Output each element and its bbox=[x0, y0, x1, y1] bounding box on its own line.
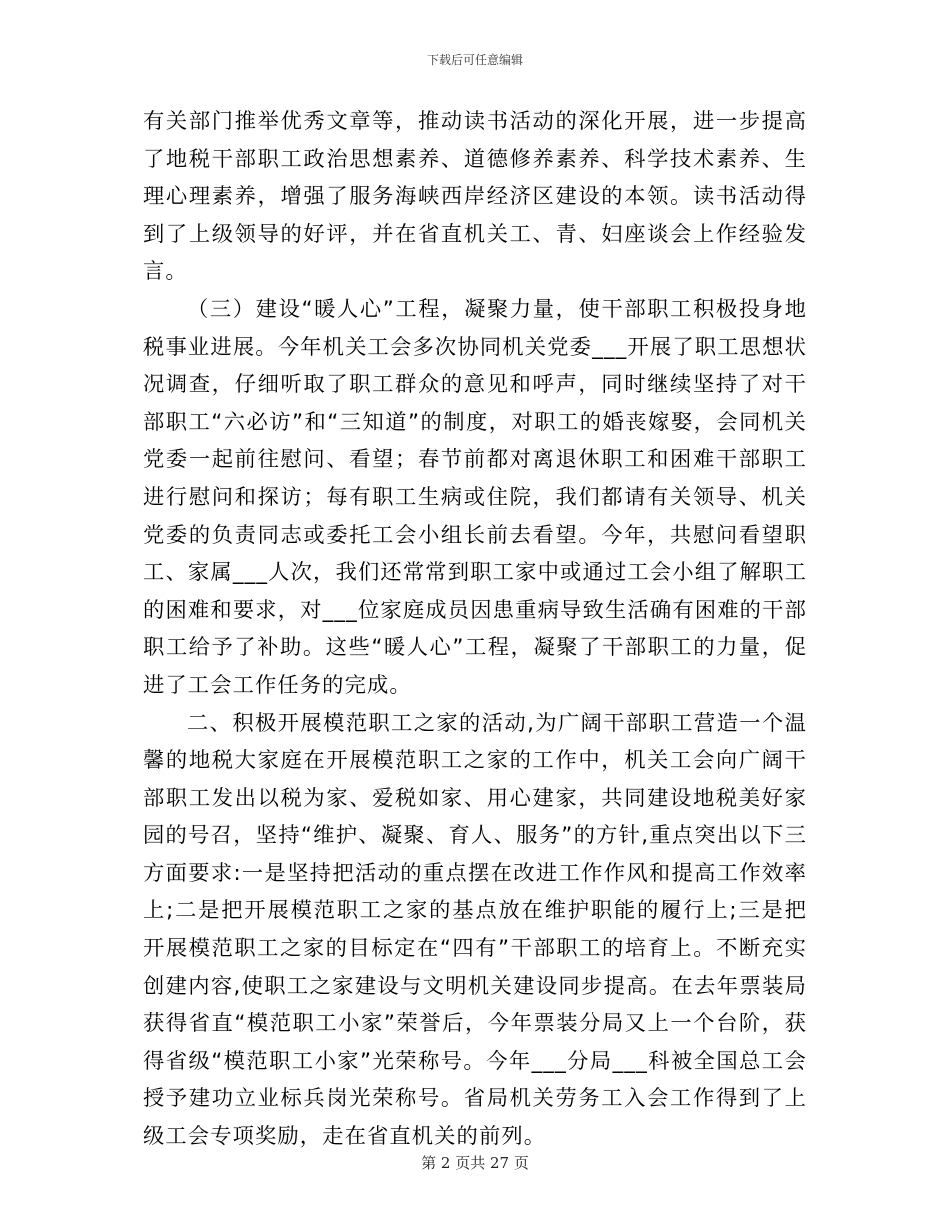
body-paragraph-2: （三）建设“暖人心”工程，凝聚力量，使干部职工积极投身地税事业进展。今年机关工会多次协同机关党委___开展了职工思想状况调查，仔细听取了职工群众的意见和呼声，同时继续坚持了对干部职工“六必访”和“三知道”的制度，对职工的婚丧嫁娶，会同机关党委一起前往慰问、看望；春节前都对离退休职工和困难干部职工进行慰问和探访；每有职工生病或住院，我们都请有关领导、机关党委的负责同志或委托工会小组长前去看望。今年，共慰问看望职工、家属___人次，我们还常常到职工家中或通过工会小组了解职工的困难和要求，对___位家庭成员因患重病导致生活确有困难的干部职工给予了补助。这些“暖人心”工程，凝聚了干部职工的力量，促进了工会工作任务的完成。 bbox=[143, 296, 807, 698]
body-paragraph-3: 二、积极开展模范职工之家的活动,为广阔干部职工营造一个温馨的地税大家庭在开展模范职工之家的工作中，机关工会向广阔干部职工发出以税为家、爱税如家、用心建家，共同建设地税美好家园的号召，坚持“维护、凝聚、育人、服务”的方针,重点突出以下三方面要求:一是坚持把活动的重点摆在改进工作作风和提高工作效率上;二是把开展模范职工之家的基点放在维护职能的履行上;三是把开展模范职工之家的目标定在“四有”干部职工的培育上。不断充实创建内容,使职工之家建设与文明机关建设同步提高。在去年票装局获得省直“模范职工小家”荣誉后，今年票装分局又上一个台阶，获得省级“模范职工小家”光荣称号。今年___分局___科被全国总工会授予建功立业标兵岗光荣称号。省局机关劳务工入会工作得到了上级工会专项奖励，走在省直机关的前列。 bbox=[143, 710, 807, 1150]
document-body bbox=[143, 103, 807, 1156]
page-header: 下载后可任意编辑 bbox=[426, 53, 523, 67]
body-paragraph-1: 有关部门推举优秀文章等，推动读书活动的深化开展，进一步提高了地税干部职工政治思想素养、道德修养素养、科学技术素养、生理心理素养，增强了服务海峡西岸经济区建设的本领。读书活动得到了上级领导的好评，并在省直机关工、青、妇座谈会上作经验发言。 bbox=[143, 109, 807, 285]
page-number-footer: 第 2 页共 27 页 bbox=[421, 1154, 529, 1172]
